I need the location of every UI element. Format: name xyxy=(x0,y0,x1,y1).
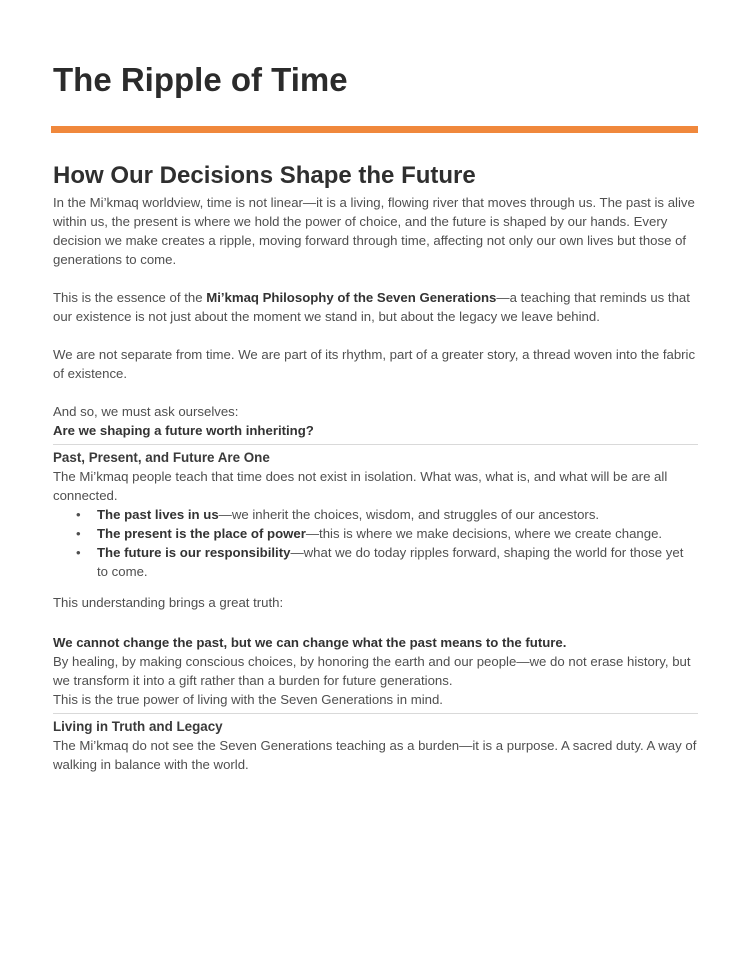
section2-body: The Mi’kmaq do not see the Seven Generations teaching as a burden—it is a purpose. A sacred duty. A way of walking in balance with the world. xyxy=(53,738,697,772)
document-body xyxy=(53,193,698,774)
bullet-text: —this is where we make decisions, where we create change. xyxy=(305,526,663,541)
bullet-bold: The past lives in us xyxy=(97,507,219,522)
bullet-list xyxy=(53,505,698,581)
truth-close: This is the true power of living with the Seven Generations in mind. xyxy=(53,692,443,707)
section-intro: The Mi’kmaq people teach that time does not exist in isolation. What was, what is, and what will be are all connected. xyxy=(53,469,668,503)
bullet-text: —we inherit the choices, wisdom, and struggles of our ancestors. xyxy=(218,507,600,522)
section-heading-past-present-future: Past, Present, and Future Are One xyxy=(53,450,270,465)
paragraph-intro: In the Mi’kmaq worldview, time is not linear—it is a living, flowing river that moves through us. The past is alive within us, the present is where we hold the power of choice, and the future is shaped by our hands. Every decision we make creates a ripple, moving forward through time, affecting not only our own lives but those of generations to come. xyxy=(53,195,695,267)
truth-statement: We cannot change the past, but we can change what the past means to the future. xyxy=(53,635,567,650)
essence-post: —a teaching that reminds us that our existence is not just about the moment we stand in, but about the legacy we leave behind. xyxy=(53,290,690,324)
list-item xyxy=(97,543,698,581)
main-heading: How Our Decisions Shape the Future xyxy=(53,162,476,189)
essence-pre: This is the essence of the xyxy=(53,290,207,305)
bullet-bold: The present is the place of power xyxy=(97,526,306,541)
paragraph-ask: And so, we must ask ourselves: xyxy=(53,404,239,419)
document-title: The Ripple of Time xyxy=(53,61,348,98)
bullet-bold: The future is our responsibility xyxy=(97,545,291,560)
list-item xyxy=(97,524,698,543)
list-item xyxy=(97,505,698,524)
title-accent-rule xyxy=(51,126,698,133)
paragraph-essence xyxy=(53,288,698,326)
truth-intro: This understanding brings a great truth: xyxy=(53,595,284,610)
paragraph-time: We are not separate from time. We are part of its rhythm, part of a greater story, a thread woven into the fabric of existence. xyxy=(53,347,696,381)
section-divider xyxy=(53,444,698,445)
question-line: Are we shaping a future worth inheriting? xyxy=(53,423,314,438)
truth-body: By healing, by making conscious choices, by honoring the earth and our people—we do not erase history, but we transform it into a gift rather than a burden for future generations. xyxy=(53,654,691,688)
essence-bold: Mi’kmaq Philosophy of the Seven Generations xyxy=(206,290,497,305)
section-heading-living-in-truth: Living in Truth and Legacy xyxy=(53,719,223,734)
bullet-text: —what we do today ripples forward, shaping the world for those yet to come. xyxy=(97,545,684,579)
section-divider xyxy=(53,713,698,714)
